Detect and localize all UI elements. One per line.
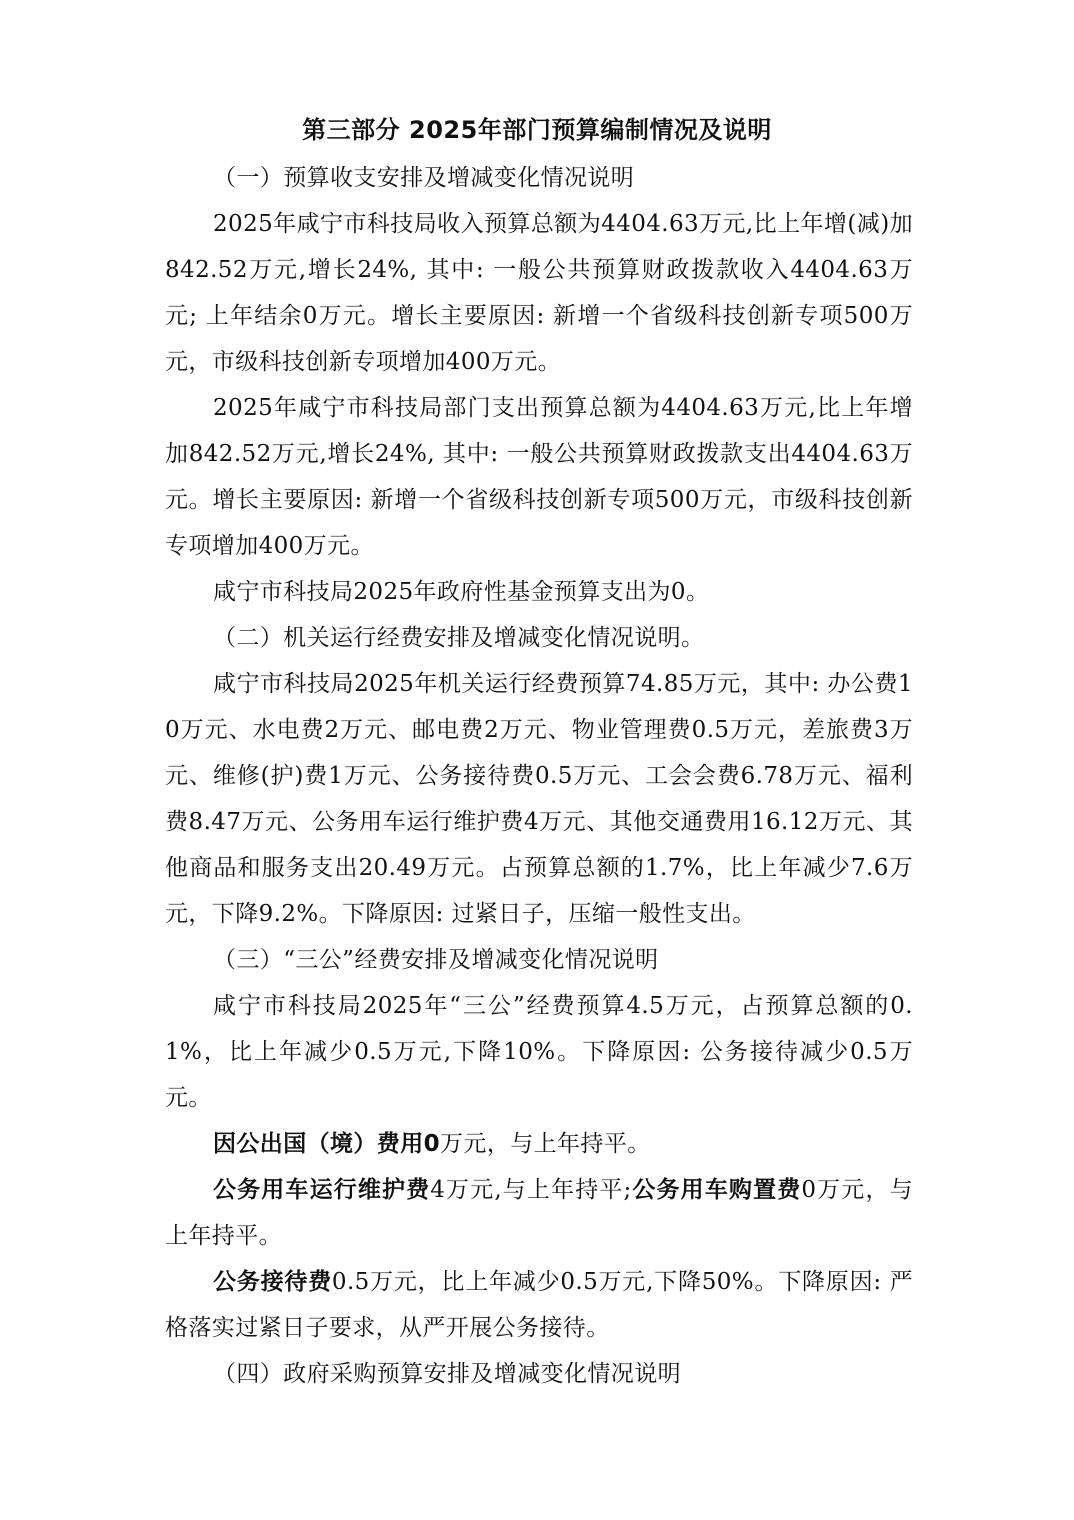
- government-fund-paragraph: 咸宁市科技局2025年政府性基金预算支出为0。: [213, 579, 710, 605]
- reception-text: 0.5万元，比上年减少0.5万元,下降50%。下降原因: 严格落实过紧日子要求，从严开展公务接待。: [165, 1269, 913, 1341]
- vehicle-purchase-label: 公务用车购置费: [631, 1177, 802, 1203]
- vehicle-maintenance-label: 公务用车运行维护费: [213, 1177, 431, 1203]
- vehicle-maintenance-text: 4万元,与上年持平;: [430, 1177, 632, 1203]
- expenditure-budget-paragraph: 2025年咸宁市科技局部门支出预算总额为4404.63万元,比上年增加842.52万元,增长24%, 其中: 一般公共预算财政拨款支出4404.63万元。增长主要原因: 新增一个省级科技创新专项500万元，市级科技创新专项增加400万元。: [165, 395, 913, 559]
- operating-expenses-paragraph: 咸宁市科技局2025年机关运行经费预算74.85万元，其中: 办公费10万元、水电费2万元、邮电费2万元、物业管理费0.5万元，差旅费3万元、维修(护)费1万元、公务接待费0.5万元、工会会费6.78万元、福利费8.47万元、公务用车运行维护费4万元、其他交通费用16.12万元、其他商品和服务支出20.49万元。占预算总额的1.7%，比上年减少7.6万元，下降9.2%。下降原因: 过紧日子，压缩一般性支出。: [165, 671, 913, 927]
- reception-label: 公务接待费: [213, 1269, 332, 1295]
- section-heading-4: （四）政府采购预算安排及增减变化情况说明: [213, 1361, 681, 1387]
- overseas-travel-label: 因公出国（境）费用: [213, 1131, 424, 1157]
- document-title: 第三部分 2025年部门预算编制情况及说明: [302, 116, 772, 144]
- section-heading-3: （三）“三公”经费安排及增减变化情况说明: [213, 947, 659, 973]
- vehicle-purchase-text: 0万元，与上年持平。: [165, 1177, 913, 1249]
- three-public-paragraph: 咸宁市科技局2025年“三公”经费预算4.5万元，占预算总额的0.1%，比上年减少0.5万元,下降10%。下降原因: 公务接待减少0.5万元。: [165, 993, 913, 1111]
- overseas-travel-text: 万元，与上年持平。: [440, 1131, 651, 1157]
- reception-expenses-paragraph: [165, 1259, 913, 1351]
- overseas-travel-paragraph: [165, 1121, 913, 1167]
- income-budget-paragraph: 2025年咸宁市科技局收入预算总额为4404.63万元,比上年增(减)加842.52万元,增长24%, 其中: 一般公共预算财政拨款收入4404.63万元; 上年结余0万元。增长主要原因: 新增一个省级科技创新专项500万元，市级科技创新专项增加400万元。: [165, 211, 913, 375]
- section-heading-2: （二）机关运行经费安排及增减变化情况说明。: [213, 625, 705, 651]
- document-body: [165, 155, 913, 1397]
- section-heading-1: （一）预算收支安排及增减变化情况说明: [213, 165, 635, 191]
- vehicle-expenses-paragraph: [165, 1167, 913, 1259]
- overseas-travel-amount: 0: [423, 1131, 441, 1157]
